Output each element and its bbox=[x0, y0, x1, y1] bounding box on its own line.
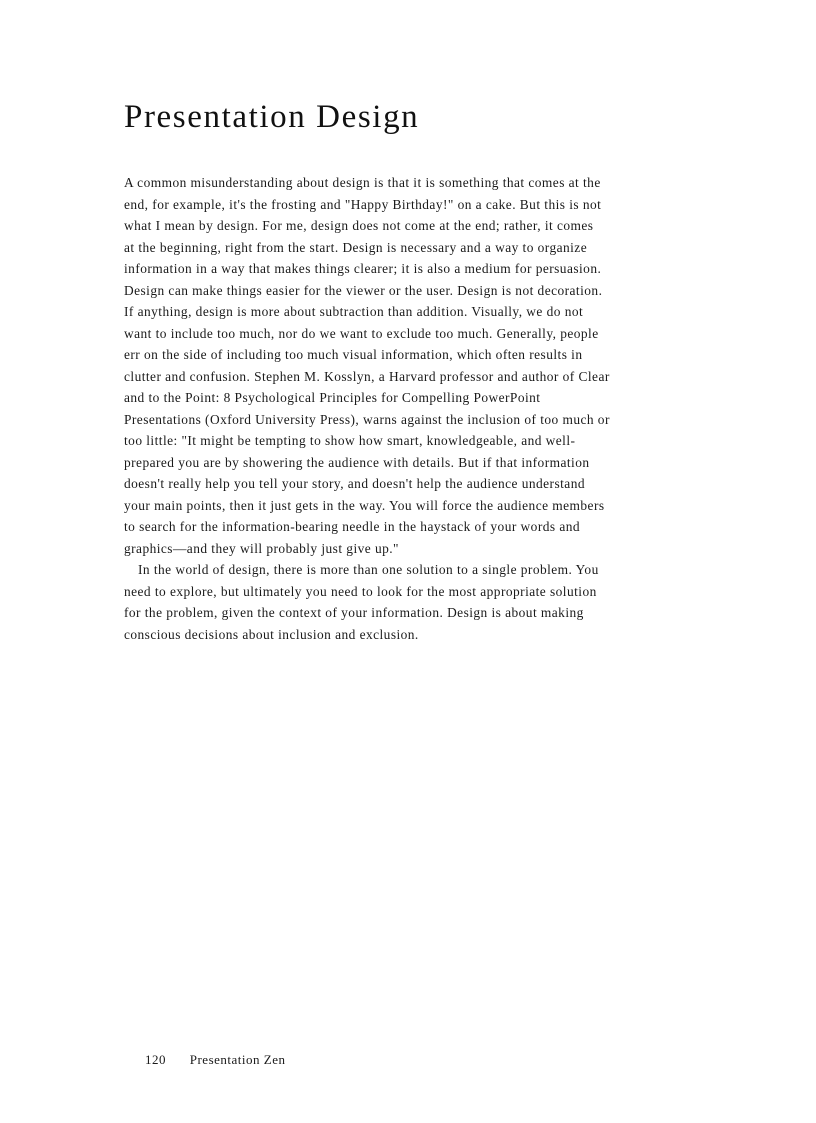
page-footer bbox=[145, 1052, 285, 1068]
body-line: conscious decisions about inclusion and exclusion. bbox=[124, 626, 419, 642]
body-line: to search for the information-bearing needle in the haystack of your words and bbox=[124, 519, 581, 534]
body-line: information in a way that makes things clearer; it is also a medium for persuasion. bbox=[124, 261, 602, 276]
body-line: A common misunderstanding about design is that it is something that comes at the bbox=[124, 175, 601, 190]
body-text bbox=[124, 172, 690, 645]
body-line: too little: "It might be tempting to show how smart, knowledgeable, and well- bbox=[124, 433, 576, 448]
body-line: clutter and confusion. Stephen M. Kosslyn, a Harvard professor and author of Clear bbox=[124, 368, 610, 384]
body-line: prepared you are by showering the audience with details. But if that information bbox=[124, 454, 590, 470]
running-footer-title: Presentation Zen bbox=[189, 1052, 286, 1067]
paragraph-start-line: In the world of design, there is more than one solution to a single problem. You bbox=[138, 562, 599, 577]
body-line: for the problem, given the context of your information. Design is about making bbox=[124, 605, 584, 620]
body-line: and to the Point: 8 Psychological Principles for Compelling PowerPoint bbox=[124, 390, 541, 405]
page-title: Presentation Design bbox=[124, 99, 420, 135]
body-line: Presentations (Oxford University Press), warns against the inclusion of too much or bbox=[124, 411, 610, 427]
page-number: 120 bbox=[145, 1052, 166, 1067]
body-line: If anything, design is more about subtraction than addition. Visually, we do not bbox=[124, 304, 584, 319]
body-line: at the beginning, right from the start. Design is necessary and a way to organize bbox=[124, 239, 588, 255]
body-line: err on the side of including too much visual information, which often results in bbox=[124, 347, 583, 362]
body-line: need to explore, but ultimately you need to look for the most appropriate solution bbox=[124, 583, 597, 599]
body-line: graphics—and they will probably just give up." bbox=[124, 540, 399, 556]
body-line: your main points, then it just gets in the way. You will force the audience members bbox=[124, 497, 605, 513]
body-line: want to include too much, nor do we want to exclude too much. Generally, people bbox=[124, 325, 599, 341]
body-line: what I mean by design. For me, design does not come at the end; rather, it comes bbox=[124, 218, 594, 233]
body-line: doesn't really help you tell your story, and doesn't help the audience understand bbox=[124, 476, 585, 491]
body-line: end, for example, it's the frosting and "Happy Birthday!" on a cake. But this is not bbox=[124, 196, 602, 212]
body-line: Design can make things easier for the viewer or the user. Design is not decoration. bbox=[124, 282, 603, 298]
